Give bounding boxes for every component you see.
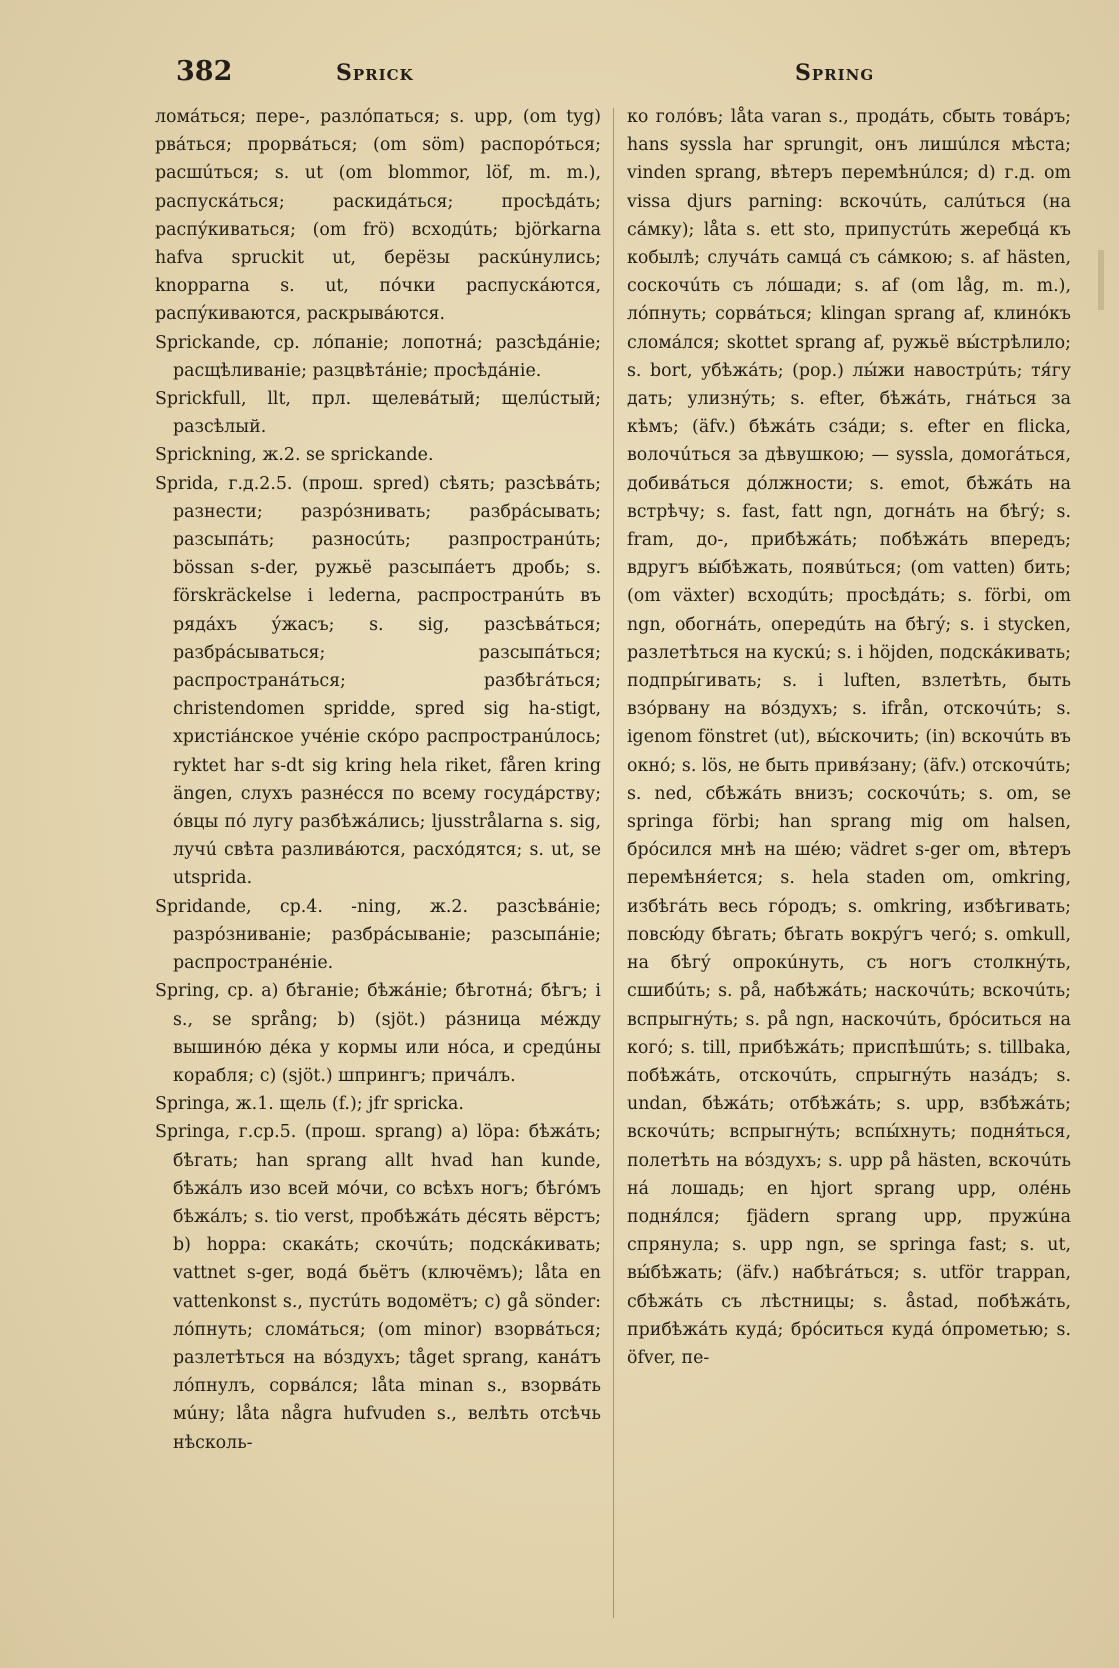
dictionary-entry: Sprida, г.д.2.5. (прош. spred) сѣять; разсѣвáть; разнести; разрóзнивать; разбрáсывать; разсыпáть; разносúть; разпространúть; bössan s-der, ружьё разсыпáетъ дробь; s. förskräckelse i lederna, распространúть въ рядáхъ ýжасъ; s. sig, разсѣвáться; разбрáсываться; разсыпáться; распространáться; разбѣгáться; christendomen spridde, spred sig ha-stigt, христiáнское учéніе скóро распространúлось; ryktet har s-dt sig kring hela riket, fåren kring ängen, слухъ разнéсся по всему госудáрству; óвцы пó лугу разбѣжáлись; ljusstrålarna s. sig, лучú свѣта разливáются, расхóдятся; s. ut, se utsprida. xyxy=(155,473,601,889)
page-edge-mark xyxy=(1098,250,1104,310)
dictionary-entry: Springa, г.ср.5. (прош. sprang) a) löpa: бѣжáть; бѣгать; han sprang allt hvad han kunde, бѣжáлъ изо всей мóчи, со всѣхъ ногъ; бѣгóмъ бѣжáлъ; s. tio verst, пробѣжáть дéсять вёрстъ; b) hoppa: скакáть; скочúть; подскáкивать; vattnet s-ger, водá бьётъ (ключёмъ); låta en vattenkonst s., пустúть водомётъ; c) gå sönder: лóпнуть; сломáться; (om minor) взорвáться; разлетѣться на вóздухъ; tåget sprang, канáтъ лóпнулъ, сорвáлся; låta minan s., взорвáть мúну; låta några hufvuden s., велѣть отсѣчь нѣсколь- xyxy=(155,1122,601,1453)
left-column xyxy=(155,103,601,1633)
dictionary-entry: Sprickande, ср. лóпаніе; лопотнá; разсѣдáніе; расщѣливаніе; разцвѣтáніе; просѣдáніе. xyxy=(155,332,601,381)
dictionary-entry: Springa, ж.1. щель (f.); jfr spricka. xyxy=(155,1094,464,1115)
page-number: 382 xyxy=(176,56,233,87)
entry-continuation: ломáться; пере-, разлóпаться; s. upp, (om tyg) рвáться; прорвáться; (om söm) распорóться; расшúться; s. ut (om blommor, löf, m. m.), распускáться; раскидáться; просѣдáть; распýкиваться; (om frö) всходúть; björkarna hafva spruckit ut, берёзы раскúнулись; knopparna s. ut, пóчки распускáются, распýкиваются, раскрывáются. xyxy=(155,107,601,325)
dictionary-entry: Sprickfull, llt, прл. щелевáтый; щелúстый; разсѣлый. xyxy=(155,389,601,438)
dictionary-entry: Spridande, ср.4. -ning, ж.2. разсѣвáніе; разрóзниваніе; разбрáсываніе; разсыпáніе; распространéніе. xyxy=(155,896,601,974)
entry-continuation: ко голóвъ; låta varan s., продáть, сбыть товáръ; hans syssla har sprungit, онъ лишúлся мѣста; vinden sprang, вѣтеръ перемѣнúлся; d) г.д. om vissa djurs parning: вскочúть, салúться (на сáмку); låta s. ett sto, припустúть жеребцá къ кобылѣ; случáть самцá съ сáмкою; s. af hästen, соскочúть съ лóшади; s. af (om låg, m. m.), лóпнуть; сорвáться; klingan sprang af, клинóкъ сломáлся; skottet sprang af, ружьё вы́стрѣлило; s. bort, убѣжáть; (pop.) лы́жи навострúть; тя́гу дать; улизнýть; s. efter, бѣжáть, гнáться за кѣмъ; (äfv.) бѣжáть сзáди; s. efter en flicka, волочúться за дѣвушкою; — syssla, домогáться, добивáться дóлжности; s. emot, бѣжáть на встрѣчу; s. fast, fatt ngn, догнáть на бѣгý; s. fram, до-, прибѣжáть; побѣжáть впередъ; вдругъ вы́бѣжать, появúться; (om vatten) бить; (om växter) всходúть; просѣдáть; s. förbi, om ngn, обогнáть, опередúть на бѣгý; s. i stycken, разлетѣться на кускú; s. i höjden, подскáкивать; подпры́гивать; s. i luften, взлетѣть, быть взóрвану на вóздухъ; s. ifrån, отскочúть; s. igenom fönstret (ut), вы́скочить; (in) вскочúть въ окнó; s. lös, не быть привя́зану; (äfv.) отскочúть; s. ned, сбѣжáть внизъ; соскочúть; s. om, se springa förbi; han sprang mig om halsen, брóсился мнѣ на шéю; vädret s-ger om, вѣтеръ перемѣня́ется; s. hela staden om, omkring, избѣгáть весь гóродъ; s. omkring, избѣгивать; повсю́ду бѣгать; бѣгать вокрýгъ чегó; s. omkull, на бѣгý опрокúнуть, съ ногъ столкнýть, сшибúть; s. på, набѣжáть; наскочúть; вскочúть; вспрыгнýть; s. på ngn, наскочúть, брóситься на когó; s. till, прибѣжáть; приспѣшúть; s. tillbaka, побѣжáть, отскочúть, спрыгнýть назáдъ; s. undan, бѣжáть; отбѣжáть; s. upp, взбѣжáть; вскочúть; вспрыгнýть; вспы́хнуть; подня́ться, полетѣть на вóздухъ; s. upp på hästen, вскочúть нá лошадь; en hjort sprang upp, олéнь подня́лся; fjädern sprang upp, пружúна спрянула; s. upp ngn, se springa fast; s. ut, вы́бѣжать; (äfv.) набѣгáться; s. utför trappan, сбѣжáть съ лѣстницы; s. åstad, побѣжáть, прибѣжáть кудá; брóситься кудá óпрометью; s. öfver, пе- xyxy=(627,107,1071,1368)
left-running-head: Sprick xyxy=(336,60,414,86)
right-column xyxy=(627,103,1071,1633)
dictionary-entry: Spring, ср. a) бѣганіе; бѣжáніе; бѣготнá; бѣгъ; i s., se språng; b) (sjöt.) рáзница мéжду вышинóю дéка у кормы или нóса, и средúны корабля; c) (sjöt.) шпрингъ; причáлъ. xyxy=(155,981,601,1086)
dictionary-entry: Sprickning, ж.2. se sprickande. xyxy=(155,445,434,466)
right-running-head: Spring xyxy=(795,60,875,86)
page-header xyxy=(0,52,1119,92)
column-divider xyxy=(613,108,614,1618)
